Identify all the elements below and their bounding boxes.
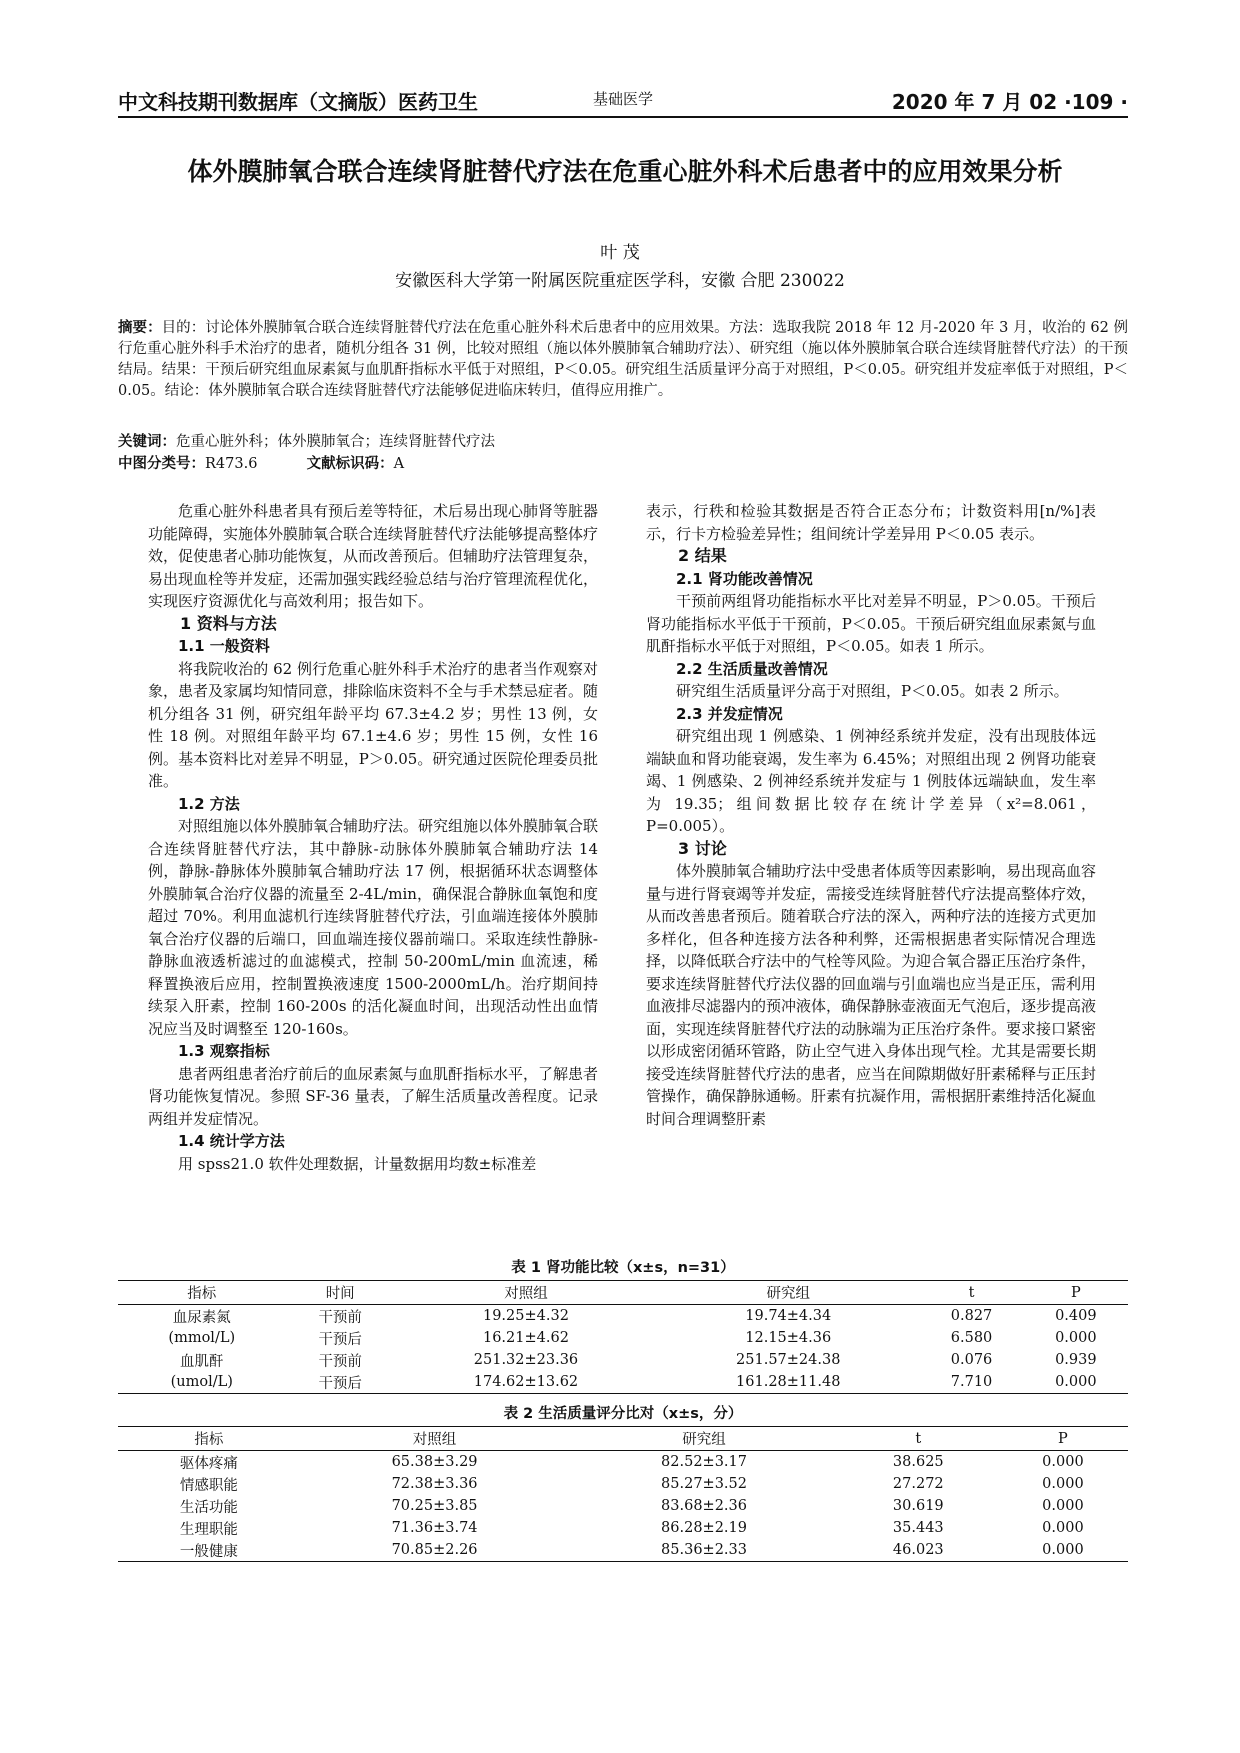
paragraph: 表示，行秩和检验其数据是否符合正态分布；计数资料用[n/%]表示，行卡方检验差异性；组间统计学差异用 P＜0.05 表示。 [646,502,1096,543]
table-cell: 174.62±13.62 [395,1371,657,1394]
table-cell: 70.85±2.26 [300,1539,569,1562]
table-row [118,1371,1128,1394]
table-cell: 71.36±3.74 [391,1520,478,1536]
table-cell: 30.619 [892,1498,944,1514]
table-cell: 72.38±3.36 [391,1476,478,1492]
table-row [118,1451,1128,1474]
doc-code-value: A [393,456,405,472]
table-cell: 0.939 [1055,1352,1097,1368]
table-cell: (umol/L) [118,1371,286,1394]
table-cell: 干预后 [286,1371,395,1394]
table-row [118,1495,1128,1517]
table-cell: 生活功能 [179,1499,238,1516]
paragraph: 对照组施以体外膜肺氧合辅助疗法。研究组施以体外膜肺氧合联合连续肾脏替代疗法，其中静脉-动脉体外膜肺氧合辅助疗法 14 例，静脉-静脉体外膜肺氧合辅助疗法 17 例，根据循环状态调整体外膜肺氧合治疗仪器的流量至 2-4L/min，确保混合静脉血氧饱和度超过 70%。利用血滤机行连续肾脏替代疗法，引血端连接体外膜肺氧合治疗仪器的后端口，回血端连接仪器前端口。采取连续性静脉-静脉血液透析滤过的血滤模式，控制 50-200mL/min 血流速，稀释置换液后应用，控制置换液速度 1500-2000mL/h。治疗期间持续泵入肝素，控制 160-200s 的活化凝血时间，出现活动性出血情况应当及时调整至 120-160s。 [148,817,599,1038]
table-cell: 161.28±11.48 [657,1371,919,1394]
table-header: P [1024,1281,1128,1305]
table-header: t [919,1281,1023,1305]
table-header: 对照组 [395,1281,657,1305]
table-cell: 16.21±4.62 [482,1330,569,1346]
table-cell: 生理职能 [179,1521,238,1538]
table-cell: 驱体疼痛 [179,1455,238,1472]
table-cell: 0.000 [1042,1520,1084,1536]
table-cell: 251.57±24.38 [736,1352,841,1368]
left-column [148,500,598,1175]
table-cell: 0.000 [1042,1498,1084,1514]
table-header: t [839,1427,998,1451]
table-row [118,1517,1128,1539]
table-cell: 0.000 [1042,1454,1084,1470]
abstract-label: 摘要： [118,320,162,336]
table-header: 研究组 [657,1281,919,1305]
subsection-heading: 1.2 方法 [178,794,240,813]
subsection-heading: 1.3 观察指标 [178,1042,270,1060]
table-cell: 0.000 [1042,1476,1084,1492]
table-cell: 85.36±2.33 [569,1539,838,1562]
table-cell: 82.52±3.17 [661,1454,747,1470]
subsection-heading: 2.2 生活质量改善情况 [676,659,828,678]
table-row [118,1349,1128,1371]
table-cell: 一般健康 [118,1539,300,1562]
table-cell: 7.710 [919,1371,1023,1394]
abstract-text: 目的：讨论体外膜肺氧合联合连续肾脏替代疗法在危重心脏外科术后患者中的应用效果。方法：选取我院 2018 年 12 月-2020 年 3 月，收治的 62 例行危重心脏外科手术治疗的患者，随机分组各 31 例，比较对照组（施以体外膜肺氧合辅助疗法）、研究组（施以体外膜肺氧合联合连续肾脏替代疗法）的干预结局。结果：干预后研究组血尿素氮与血肌酐指标水平低于对照组，P＜0.05。研究组生活质量评分高于对照组，P＜0.05。研究组并发症率低于对照组，P＜0.05。结论：体外膜肺氧合联合连续肾脏替代疗法能够促进临床转归，值得应用推广。 [118,320,1128,399]
table-cell: 情感职能 [179,1477,238,1494]
table-cell: 65.38±3.29 [391,1454,478,1470]
author: 叶 茂 [600,243,640,263]
section-heading: 3 讨论 [678,838,727,858]
section-heading: 2 结果 [678,546,727,565]
running-header [118,86,1128,118]
table-header: 研究组 [569,1427,838,1451]
right-column [646,500,1096,1130]
table-cell: 27.272 [892,1476,944,1492]
table-header: 时间 [286,1281,395,1305]
affiliation: 安徽医科大学第一附属医院重症医学科，安徽 合肥 230022 [395,271,845,291]
doc-code-label: 文献标识码： [306,456,394,472]
paragraph: 患者两组患者治疗前后的血尿素氮与血肌酐指标水平，了解患者肾功能恢复情况。参照 SF-36 量表，了解生活质量改善程度。记录两组并发症情况。 [148,1064,599,1128]
subsection-heading: 1.4 统计学方法 [178,1132,285,1150]
table-cell: (mmol/L) [168,1330,236,1346]
table-row [118,1327,1128,1349]
table-cell: 83.68±2.36 [661,1498,747,1514]
table-cell: 70.25±3.85 [391,1498,478,1514]
section-name: 基础医学 [592,90,653,108]
paragraph: 体外膜肺氧合辅助疗法中受患者体质等因素影响，易出现高血容量与进行肾衰竭等并发症，需接受连续肾脏替代疗法提高整体疗效，从而改善患者预后。随着联合疗法的深入，两种疗法的连接方式更加多样化，但各种连接方法各种利弊，还需根据患者实际情况合理选择，以降低联合疗法中的气栓等风险。为迎合氧合器正压治疗条件，要求连续肾脏替代疗法仪器的回血端与引血端也应当是正压，需利用血液排尽滤器内的预冲液体，确保静脉壶液面无气泡后，逐步提高液面，实现连续肾脏替代疗法的动脉端为正压治疗条件。要求接口紧密以形成密闭循环管路，防止空气进入身体出现气栓。尤其是需要长期接受连续肾脏替代疗法的患者，应当在间隙期做好肝素稀释与正压封管操作，确保静脉通畅。肝素有抗凝作用，需根据肝素维持活化凝血时间合理调整肝素 [646,862,1097,1128]
table-header: 指标 [118,1427,300,1451]
table-header: P [998,1427,1128,1451]
table-cell: 12.15±4.36 [745,1330,832,1346]
table2 [118,1426,1128,1562]
table-cell: 血肌酐 [180,1353,224,1370]
classification [118,454,1128,475]
table-header: 指标 [118,1281,286,1305]
keywords-label: 关键词： [118,434,176,450]
table-row [118,1473,1128,1495]
paragraph: 研究组生活质量评分高于对照组，P＜0.05。如表 2 所示。 [676,682,1069,700]
table-cell: 46.023 [839,1539,998,1562]
table-row [118,1539,1128,1562]
paragraph: 用 spss21.0 软件处理数据，计量数据用均数±标准差 [178,1154,537,1173]
table-cell: 0.076 [950,1352,993,1368]
section-heading: 1 资料与方法 [180,613,277,633]
date-page: 2020 年 7 月 02 ·109 · [891,90,1128,114]
paragraph: 干预前两组肾功能指标水平比对差异不明显，P＞0.05。干预后肾功能指标水平低于干预前，P＜0.05。干预后研究组血尿素氮与血肌酐指标水平低于对照组，P＜0.05。如表 1 所示。 [646,592,1096,655]
table-cell: 6.580 [950,1330,993,1346]
paragraph: 将我院收治的 62 例行危重心脏外科手术治疗的患者当作观察对象，患者及家属均知情同意，排除临床资料不全与手术禁忌症者。随机分组各 31 例，研究组年龄平均 67.3±4.2 岁；男性 13 例，女性 18 例。对照组年龄平均 67.1±4.6 岁；男性 15 例，女性 16 例。基本资料比对差异不明显，P＞0.05。研究通过医院伦理委员批准。 [148,659,599,790]
table-cell: 38.625 [892,1454,944,1470]
table-cell: 86.28±2.19 [661,1520,747,1536]
abstract [118,318,1128,402]
table2-caption: 表 2 生活质量评分比对（x±s，分） [503,1406,743,1422]
table-cell: 血尿素氮 [172,1309,231,1326]
table-cell: 干预前 [318,1353,362,1370]
subsection-heading: 2.1 肾功能改善情况 [676,569,813,588]
table-header: 对照组 [300,1427,569,1451]
table1-caption: 表 1 肾功能比较（x±s，n=31） [511,1260,735,1276]
table-cell: 251.32±23.36 [473,1352,579,1368]
subsection-heading: 1.1 一般资料 [178,637,270,655]
table-cell: 85.27±3.52 [661,1476,747,1492]
keywords-text: 危重心脏外科；体外膜肺氧合；连续肾脏替代疗法 [176,434,495,450]
table-cell: 干预前 [318,1309,362,1326]
table-cell: 0.000 [998,1539,1128,1562]
table-cell: 19.25±4.32 [482,1308,569,1324]
intro-paragraph: 危重心脏外科患者具有预后差等特征，术后易出现心肺肾等脏器功能障碍，实施体外膜肺氧合联合连续肾脏替代疗法能够提高整体疗效，促使患者心肺功能恢复，从而改善预后。但辅助疗法管理复杂，易出现血栓等并发症，还需加强实践经验总结与治疗管理流程优化，实现医疗资源优化与高效利用；报告如下。 [148,502,599,610]
table-row [118,1305,1128,1328]
subsection-heading: 2.3 并发症情况 [676,704,783,723]
table-cell: 0.409 [1055,1308,1097,1324]
clc-label: 中图分类号： [118,456,205,472]
journal-name: 中文科技期刊数据库（文摘版）医药卫生 [118,90,478,114]
table-cell: 35.443 [892,1520,944,1536]
table-cell: 19.74±4.34 [745,1308,832,1324]
table-cell: 干预后 [318,1331,362,1348]
paper-title: 体外膜肺氧合联合连续肾脏替代疗法在危重心脏外科术后患者中的应用效果分析 [187,157,1063,186]
clc-value: R473.6 [205,456,258,472]
table-cell: 0.000 [1024,1371,1128,1394]
table-cell: 0.827 [950,1308,993,1324]
keywords [118,432,1128,453]
paragraph: 研究组出现 1 例感染、1 例神经系统并发症，没有出现肢体远端缺血和肾功能衰竭，发生率为 6.45%；对照组出现 2 例肾功能衰竭、1 例感染、2 例神经系统并发症与 1 例肢体远端缺血，发生率为 19.35；组间数据比较存在统计学差异（x²=8.061，P=0.005）。 [646,727,1096,835]
table-cell: 0.000 [1055,1330,1097,1346]
table1 [118,1280,1128,1394]
